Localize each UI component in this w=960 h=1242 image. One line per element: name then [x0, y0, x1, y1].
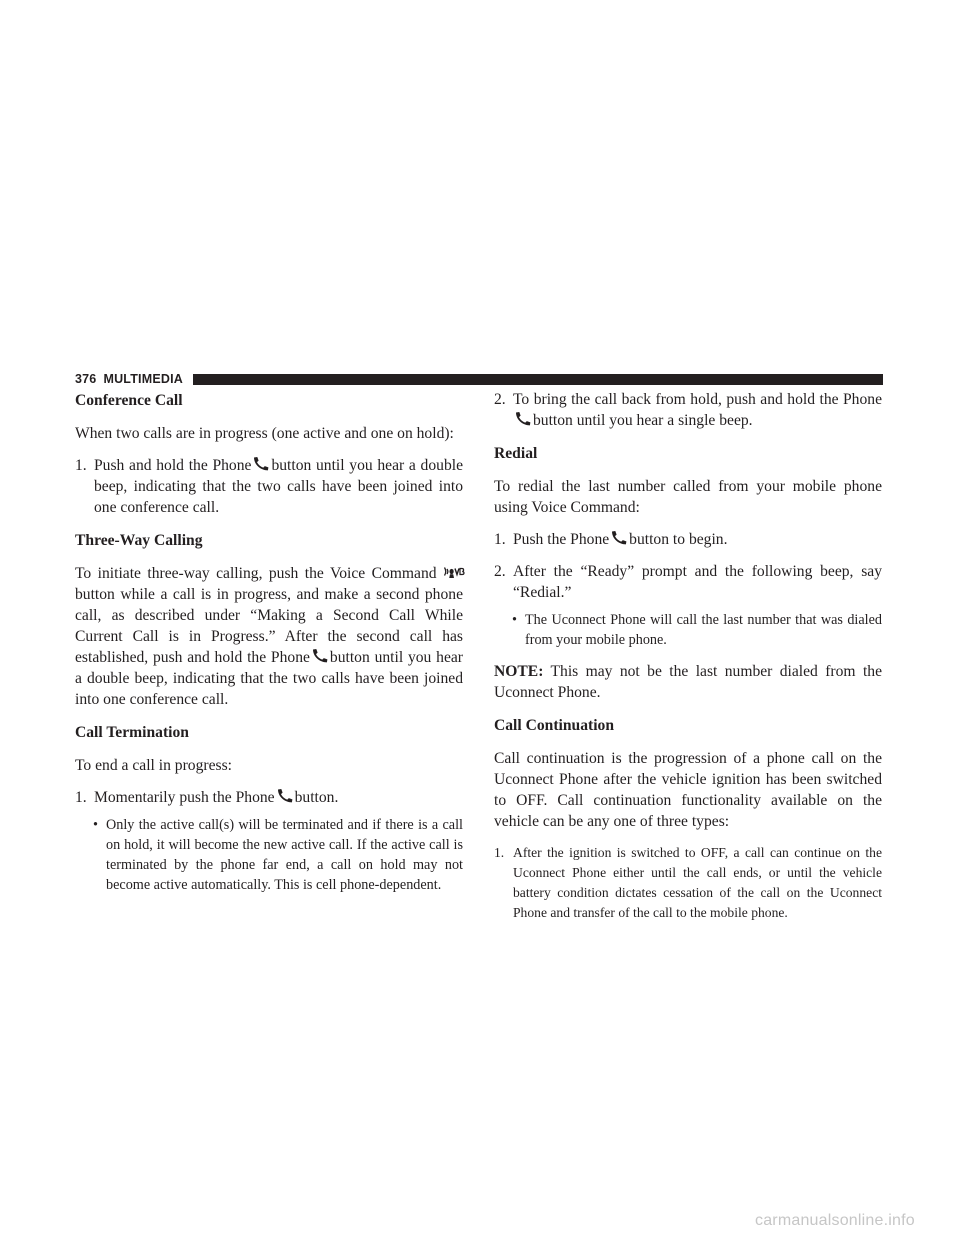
conference-call-intro: When two calls are in progress (one active and one on hold): [75, 425, 454, 442]
hold-step-2 [494, 389, 882, 431]
right-column [494, 389, 882, 934]
continuation-step-1 [494, 843, 882, 923]
note-label: NOTE: [494, 663, 544, 680]
phone-icon [609, 530, 629, 545]
conference-step-1 [75, 455, 463, 518]
redial-step-2 [494, 561, 882, 603]
page-header [75, 370, 883, 388]
note-text: This may not be the last number dialed from the Uconnect Phone. [494, 663, 882, 701]
step-number: 1. [75, 789, 87, 806]
phone-icon [251, 456, 271, 471]
step-number: 1. [75, 457, 87, 474]
termination-bullet [93, 815, 463, 895]
section-title: MULTIMEDIA [103, 372, 184, 386]
voice-command-icon [443, 564, 463, 579]
phone-icon [310, 648, 330, 663]
header-rule [193, 374, 883, 385]
step-number: 1. [494, 845, 505, 860]
step-text: Push and hold the Phone button until you hear a double beep, indicating that the two calls have been joined into one conference call. [94, 457, 463, 516]
bullet-text: The Uconnect Phone will call the last number that was dialed from your mobile phone. [525, 612, 882, 648]
redial-step-1 [494, 529, 882, 550]
step-text: Push the Phone button to begin. [513, 531, 728, 548]
three-way-calling-heading: Three-Way Calling [75, 532, 203, 549]
step-text: To bring the call back from hold, push and hold the Phone button until you hear a single beep. [513, 391, 882, 429]
page-number: 376 [75, 372, 97, 386]
phone-icon [513, 411, 533, 426]
call-continuation-heading: Call Continuation [494, 717, 615, 734]
phone-icon [275, 788, 295, 803]
step-text: Momentarily push the Phone button. [94, 789, 339, 806]
three-way-calling-text: To initiate three-way calling, push the Voice Command button while a call is in progress, and make a second phone call, as described under “Making a Second Call While Current Call is in Progress.” After the second call has established, push and hold the Phone button until you hear a double beep, indicating that the two calls have been joined into one conference call. [75, 565, 463, 708]
call-termination-intro: To end a call in progress: [75, 757, 232, 774]
watermark-link[interactable]: carmanualsonline.info [755, 1212, 915, 1229]
bullet-text: Only the active call(s) will be terminated and if there is a call on hold, it will become the new active call. If the active call is terminated by the phone far end, a call on hold may not become active automatically. This is cell phone-dependent. [106, 817, 463, 893]
step-text: After the “Ready” prompt and the following beep, say “Redial.” [513, 563, 882, 601]
step-text: After the ignition is switched to OFF, a call can continue on the Uconnect Phone either until the call ends, or until the vehicle battery condition dictates cessation of the call on the Uconnect Phone and transfer of the call to the mobile phone. [513, 845, 882, 920]
note-paragraph [494, 661, 882, 703]
step-number: 2. [494, 563, 506, 580]
step-number: 1. [494, 531, 506, 548]
bullet-mark: • [512, 612, 517, 628]
left-column [75, 389, 463, 906]
redial-intro: To redial the last number called from your mobile phone using Voice Command: [494, 478, 882, 516]
call-termination-heading: Call Termination [75, 724, 189, 741]
call-continuation-intro: Call continuation is the progression of a phone call on the Uconnect Phone after the vehicle ignition has been switched to OFF. Call continuation functionality available on the vehicle can be any one of three types: [494, 750, 882, 830]
conference-call-heading: Conference Call [75, 392, 183, 409]
termination-step-1 [75, 787, 463, 808]
redial-heading: Redial [494, 445, 538, 462]
redial-bullet [512, 610, 882, 650]
step-number: 2. [494, 391, 506, 408]
bullet-mark: • [93, 817, 98, 833]
